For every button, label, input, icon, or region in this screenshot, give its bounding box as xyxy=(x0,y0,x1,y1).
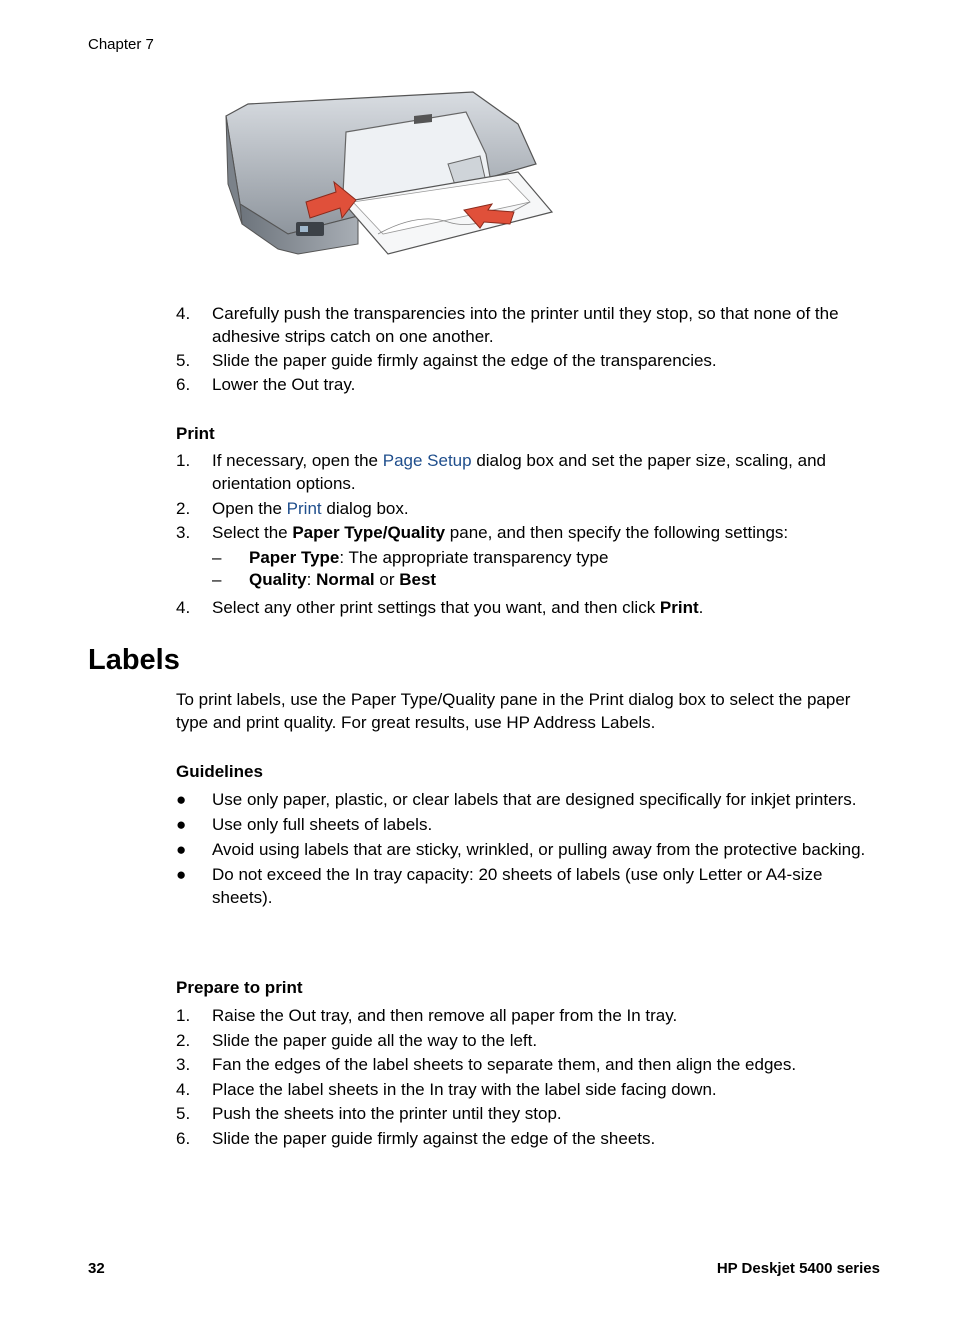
list-item: ● Do not exceed the In tray capacity: 20 sheets of labels (use only Letter or A4-size sheets). xyxy=(176,865,823,907)
print-heading: Print xyxy=(176,424,215,443)
list-item: 1. Raise the Out tray, and then remove all paper from the In tray. xyxy=(176,1006,678,1025)
list-item: ● Avoid using labels that are sticky, wrinkled, or pulling away from the protective backing. xyxy=(176,840,866,859)
print-dialog-link[interactable]: Print xyxy=(286,499,322,518)
list-item: 2. Open the Print dialog box. xyxy=(176,499,409,518)
product-name: HP Deskjet 5400 series xyxy=(716,1260,880,1277)
printer-loading-transparencies-illustration xyxy=(218,84,558,266)
list-item: 3. Select the Paper Type/Quality pane, and then specify the following settings: xyxy=(176,523,789,542)
print-steps-list xyxy=(176,449,876,544)
list-item: 1. If necessary, open the Page Setup dialog box and set the paper size, scaling, and orientation options. xyxy=(176,451,826,493)
list-item: ● Use only paper, plastic, or clear labels that are designed specifically for inkjet printers. xyxy=(176,790,857,809)
prepare-heading: Prepare to print xyxy=(176,978,303,997)
print-final-step xyxy=(176,596,876,619)
list-item: 4. Carefully push the transparencies into the printer until they stop, so that none of the adhesive strips catch on one another. xyxy=(176,304,839,346)
list-item: – Paper Type: The appropriate transparency type xyxy=(212,548,609,567)
list-item: 6. Slide the paper guide firmly against the edge of the sheets. xyxy=(176,1128,656,1148)
list-item: – Quality: Normal or Best xyxy=(212,570,437,589)
page-number: 32 xyxy=(88,1260,105,1277)
list-item: 3. Fan the edges of the label sheets to separate them, and then align the edges. xyxy=(176,1055,797,1074)
list-item: 2. Slide the paper guide all the way to the left. xyxy=(176,1030,538,1050)
list-item: 5. Push the sheets into the printer until they stop. xyxy=(176,1104,562,1123)
guidelines-list xyxy=(176,788,876,909)
list-item: 6. Lower the Out tray. xyxy=(176,375,356,394)
transparency-steps-list xyxy=(176,302,876,396)
chapter-header: Chapter 7 xyxy=(88,36,154,53)
list-item: 4. Select any other print settings that you want, and then click Print. xyxy=(176,598,704,617)
page-setup-link[interactable]: Page Setup xyxy=(382,451,472,470)
labels-title: Labels xyxy=(88,644,180,676)
list-item: ● Use only full sheets of labels. xyxy=(176,815,433,834)
labels-intro: To print labels, use the Paper Type/Quality pane in the Print dialog box to select the paper type and print quality. For great results, use HP Address Labels. xyxy=(176,690,851,732)
list-item: 5. Slide the paper guide firmly against the edge of the transparencies. xyxy=(176,351,717,370)
list-item: 4. Place the label sheets in the In tray with the label side facing down. xyxy=(176,1079,717,1099)
prepare-steps-list xyxy=(176,1004,876,1150)
print-settings-sublist xyxy=(212,547,872,591)
guidelines-heading: Guidelines xyxy=(176,762,263,781)
